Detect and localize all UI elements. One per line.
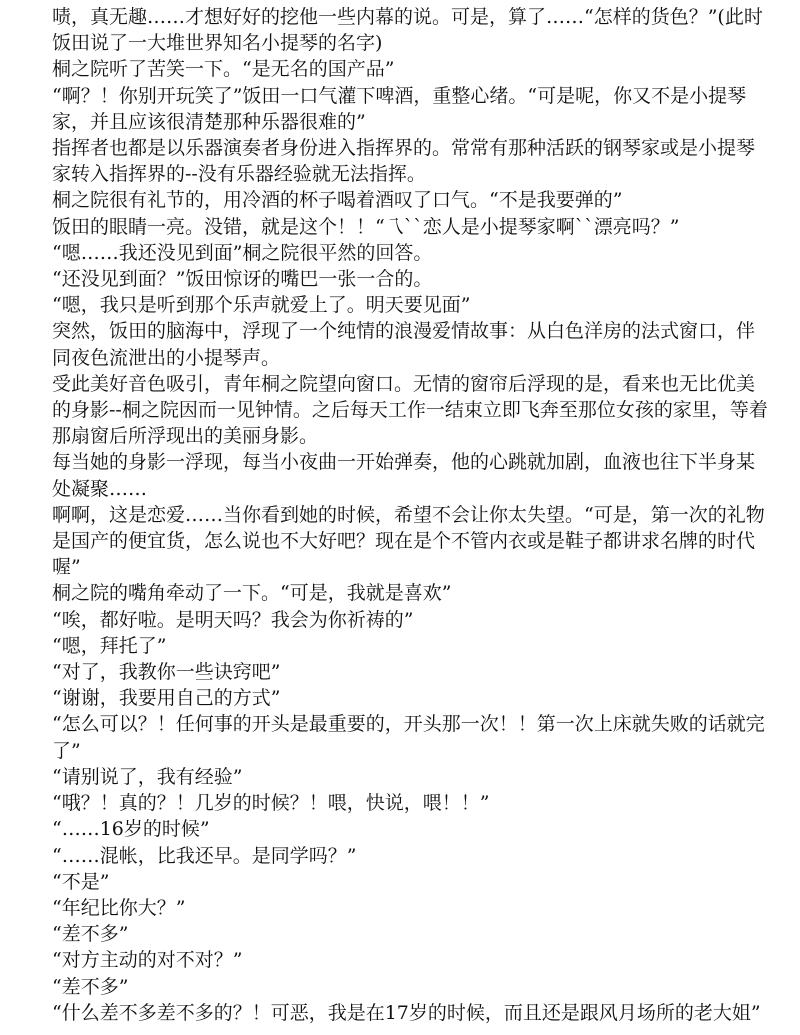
- paragraph: “啊？！你别开玩笑了”饭田一口气灌下啤酒，重整心绪。“可是呢，你又不是小提琴家，并且应该很清楚那种乐器很难的”: [52, 84, 747, 133]
- paragraph: “什么差不多差不多的？！可恶，我是在17岁的时候，而且还是跟风月场所的老大姐”: [52, 1001, 761, 1024]
- paragraph: “怎么可以？！任何事的开头是最重要的，开头那一次！！第一次上床就失败的话就完了”: [52, 713, 765, 762]
- paragraph: 啧，真无趣……才想好好的挖他一些内幕的说。可是，算了……“怎样的货色？”(此时饭田说了一大堆世界知名小提琴的名字): [52, 6, 763, 55]
- paragraph: 突然，饭田的脑海中，浮现了一个纯情的浪漫爱情故事：从白色洋房的法式窗口，伴同夜色流泄出的小提琴声。: [52, 320, 756, 369]
- paragraph: 指挥者也都是以乐器演奏者身份进入指挥界的。常常有那种活跃的钢琴家或是小提琴家转入指挥界的--没有乐器经验就无法指挥。: [52, 137, 756, 186]
- paragraph: 饭田的眼睛一亮。没错，就是这个！！“乁``恋人是小提琴家啊``漂亮吗？”: [52, 215, 680, 238]
- paragraph: “……16岁的时候”: [52, 818, 210, 841]
- paragraph: 桐之院听了苦笑一下。“是无名的国产品”: [52, 58, 395, 81]
- paragraph: “差不多”: [52, 975, 129, 998]
- paragraph: 桐之院的嘴角牵动了一下。“可是，我就是喜欢”: [52, 582, 452, 605]
- paragraph: “……混帐，比我还早。是同学吗？”: [52, 844, 357, 867]
- paragraph: “哦？！真的？！几岁的时候？！喂，快说，喂！！”: [52, 792, 490, 815]
- paragraph: “对方主动的对不对？”: [52, 949, 243, 972]
- paragraph: “谢谢，我要用自己的方式”: [52, 687, 281, 710]
- paragraph: “唉，都好啦。是明天吗？我会为你祈祷的”: [52, 608, 414, 631]
- paragraph: 啊啊，这是恋爱……当你看到她的时候，希望不会让你太失望。“可是，第一次的礼物是国产的便宜货，怎么说也不大好吧？现在是个不管内衣或是鞋子都讲求名牌的时代喔”: [52, 503, 765, 579]
- paragraph: 桐之院很有礼节的，用冷酒的杯子喝着酒叹了口气。“不是我要弹的”: [52, 189, 623, 212]
- paragraph: “差不多”: [52, 923, 129, 946]
- paragraph: 每当她的身影一浮现，每当小夜曲一开始弹奏，他的心跳就加剧，血液也往下半身某处凝聚……: [52, 451, 756, 500]
- paragraph: “请别说了，我有经验”: [52, 765, 243, 788]
- paragraph: “嗯……我还没见到面”桐之院很平然的回答。: [52, 241, 433, 264]
- paragraph: “嗯，我只是听到那个乐声就爱上了。明天要见面”: [52, 294, 471, 317]
- paragraph: “嗯，拜托了”: [52, 634, 167, 657]
- paragraph: “对了，我教你一些诀窍吧”: [52, 661, 281, 684]
- paragraph: “年纪比你大？”: [52, 896, 186, 919]
- paragraph: “不是”: [52, 870, 110, 893]
- paragraph: 受此美好音色吸引，青年桐之院望向窗口。无情的窗帘后浮现的是，看来也无比优美的身影--桐之院因而一见钟情。之后每天工作一结束立即飞奔至那位女孩的家里，等着那扇窗后所浮现出的美丽身影。: [52, 372, 768, 448]
- paragraph: “还没见到面？”饭田惊讶的嘴巴一张一合的。: [52, 268, 433, 291]
